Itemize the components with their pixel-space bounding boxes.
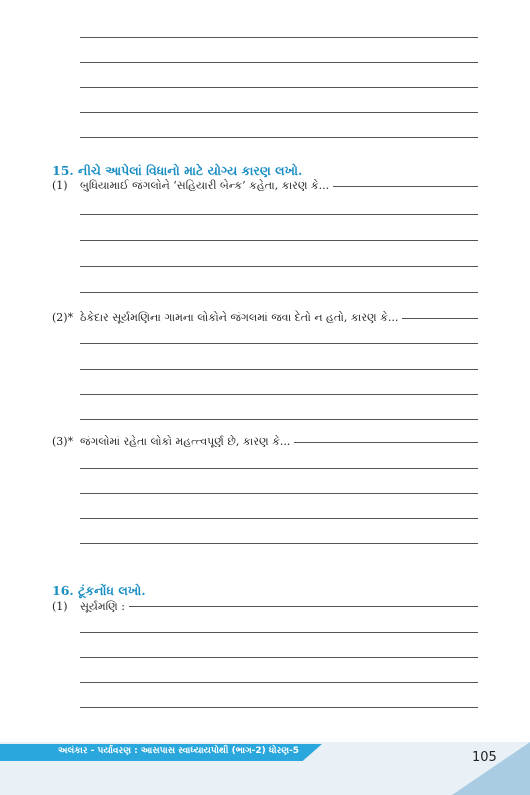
- sub-question-15-3: [52, 435, 294, 449]
- answer-line[interactable]: [80, 493, 478, 494]
- answer-line[interactable]: [80, 37, 478, 38]
- sub-question-label: (2)*: [52, 311, 74, 324]
- sub-question-15-1: [52, 179, 333, 193]
- sub-question-text: બુધિયામાઈ જંગલોને ‘સહિયારી બેન્ક’ કહેતા, કારણ કે...: [80, 179, 330, 192]
- answer-line[interactable]: [80, 707, 478, 708]
- page-number: 105: [472, 750, 497, 765]
- answer-line[interactable]: [80, 292, 478, 293]
- answer-line[interactable]: [80, 657, 478, 658]
- question-15-heading: [52, 163, 302, 179]
- answer-line[interactable]: [80, 214, 478, 215]
- question-16-heading: [52, 583, 146, 599]
- question-number: 15.: [52, 163, 74, 178]
- footer-book-title: અલંકાર - પર્યાવરણ : આસપાસ સ્વાધ્યાયપોથી (ભાગ-2) ધોરણ-5: [58, 746, 300, 756]
- sub-question-label: (1): [52, 600, 68, 613]
- answer-line[interactable]: [80, 137, 478, 138]
- answer-line[interactable]: [80, 266, 478, 267]
- answer-line[interactable]: [80, 468, 478, 469]
- sub-question-text: ઠેકેદાર સૂર્યમણિના ગામના લોકોને જંગલમાં જવા દેતો ન હતો, કારણ કે...: [80, 311, 399, 324]
- question-title: નીચે આપેલાં વિધાનો માટે યોગ્ય કારણ લખો.: [78, 163, 303, 178]
- question-number: 16.: [52, 583, 74, 598]
- answer-line[interactable]: [80, 343, 478, 344]
- question-title: ટૂંકનોંધ લખો.: [78, 583, 146, 598]
- sub-question-text: જંગલોમાં રહેતા લોકો મહત્ત્વપૂર્ણ છે, કારણ કે...: [80, 435, 291, 448]
- answer-line[interactable]: [80, 606, 478, 607]
- answer-line[interactable]: [80, 369, 478, 370]
- answer-line[interactable]: [80, 240, 478, 241]
- sub-question-15-2: [52, 311, 402, 325]
- answer-line[interactable]: [80, 543, 478, 544]
- answer-line[interactable]: [80, 394, 478, 395]
- answer-line[interactable]: [80, 682, 478, 683]
- sub-question-label: (3)*: [52, 435, 74, 448]
- answer-line[interactable]: [80, 518, 478, 519]
- answer-line[interactable]: [80, 62, 478, 63]
- sub-question-text: સૂર્યમણિ :: [80, 600, 125, 613]
- sub-question-16-1: [52, 600, 129, 614]
- answer-line[interactable]: [80, 419, 478, 420]
- answer-line[interactable]: [80, 87, 478, 88]
- answer-line[interactable]: [80, 632, 478, 633]
- sub-question-label: (1): [52, 179, 68, 192]
- answer-line[interactable]: [80, 112, 478, 113]
